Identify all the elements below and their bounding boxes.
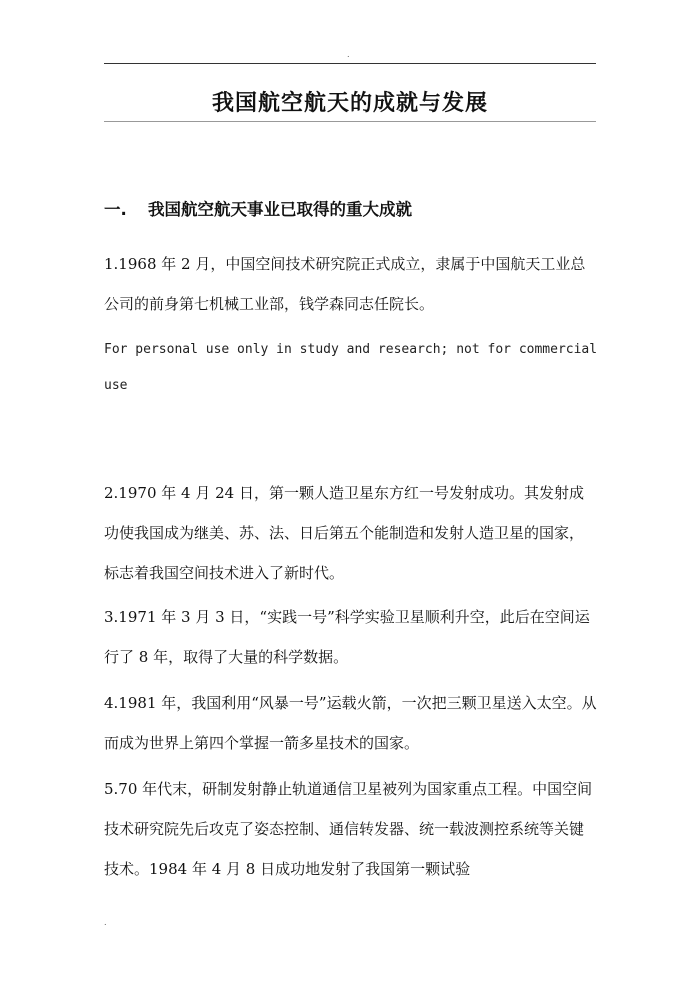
paragraph-item-1: 1.1968 年 2 月，中国空间技术研究院正式成立，隶属于中国航天工业总公司的前身第七机械工业部，钱学森同志任院长。 [104, 255, 586, 313]
page-title: 我国航空航天的成就与发展 [211, 91, 488, 116]
header-rule [104, 63, 596, 64]
paragraph-item-4: 4.1981 年，我国利用“风暴一号”运载火箭，一次把三颗卫星送入太空。从而成为世界上第四个掌握一箭多星技术的国家。 [104, 694, 597, 752]
header-mark: . [347, 50, 350, 59]
title-rule [104, 121, 596, 122]
section-heading [104, 196, 412, 220]
footer-mark: . [104, 918, 107, 927]
section-heading-text: 我国航空航天事业已取得的重大成就 [148, 200, 412, 219]
paragraph-item-2: 2.1970 年 4 月 24 日，第一颗人造卫星东方红一号发射成功。其发射成功使我国成为继美、苏、法、日后第五个能制造和发射人造卫星的国家，标志着我国空间技术进入了新时代。 [104, 484, 585, 582]
disclaimer-text: For personal use only in study and research; not for commercial use [104, 342, 598, 393]
paragraph-item-3: 3.1971 年 3 月 3 日，“实践一号”科学实验卫星顺利升空，此后在空间运行了 8 年，取得了大量的科学数据。 [104, 608, 590, 666]
section-number: 一. [104, 200, 127, 219]
paragraph-item-5: 5.70 年代末，研制发射静止轨道通信卫星被列为国家重点工程。中国空间技术研究院先后攻克了姿态控制、通信转发器、统一载波测控系统等关键技术。1984 年 4 月 8 日成功地发射了我国第一颗试验 [104, 780, 593, 878]
